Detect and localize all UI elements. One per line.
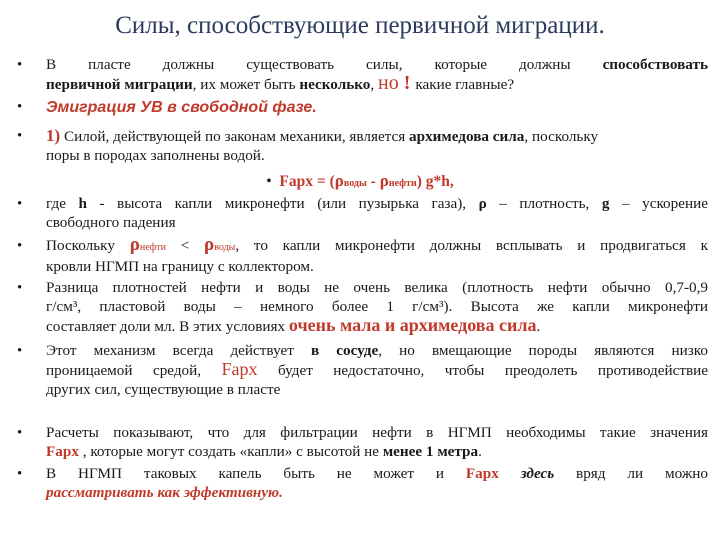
text-line: поры в породах заполнены водой. [46,147,265,164]
formula: Fарх = (ρводы - ρнефти) g*h, [279,171,454,190]
bullet-conclusion: В НГМП таковых капель быть не может и Fарх здесь вряд ли можно рассматривать как эффективную. [46,465,709,501]
bullet-marker: • [17,280,23,296]
text-line: кровли НГМП на границу с коллектором. [46,258,314,275]
bullet-marker: • [17,99,23,115]
text-accent: но [378,72,399,94]
bullet-marker: • [17,466,23,482]
text-emphasis: несколько [299,76,371,93]
exclamation-accent: ! [398,72,416,94]
text-fragment: , [370,76,378,93]
text-fragment: , поскольку [524,128,599,145]
bullet-marker: • [17,57,23,73]
slide-title: Силы, способствующие первичной миграции. [115,12,605,39]
text-line: г/cм³, пластовой воды – немного более 1 г/см³). Высота же капли микронефти [46,298,708,315]
text-emphasis: первичной миграции [46,76,193,93]
text-fragment: какие главные? [415,76,515,93]
text-fragment: , их может быть [192,76,300,93]
formula-line [0,171,720,191]
bullet-marker: • [266,173,272,190]
item-number: 1) [46,126,61,145]
text-line: Разница плотностей нефти и воды не очень велика (плотность нефти обычно 0,7-0,9 [46,279,708,296]
text-line: свободного падения [46,214,176,231]
bullet-definitions: где h - высота капли микронефти (или пузырька газа), ρ – плотность, g – ускорение свободного падения [46,195,708,231]
bullet-mechanism: Этот механизм всегда действует в сосуде, но вмещающие породы являются низко проницаемой средой, Fарх будет недостаточно, чтобы преодолеть противодействие других сил, существующие в пласте [46,342,708,398]
text-line: рассматривать как эффективную. [46,484,283,501]
bullet-marker: • [17,196,23,212]
text-emphasis: архимедова сила [409,128,525,145]
bullet-density-difference: Разница плотностей нефти и воды не очень велика (плотность нефти обычно 0,7-0,9 г/cм³, пластовой воды – немного более 1 г/см³). Высота же капли микронефти составляет доли мл. В этих условиях очень мала и архимедова сила. [46,279,708,335]
bullet-marker: • [17,343,23,359]
text-line: Расчеты показывают, что для фильтрации нефти в НГМП необходимы такие значения [46,424,708,441]
bullet-calculations: Расчеты показывают, что для фильтрации нефти в НГМП необходимы такие значения Fарх , которые могут создать «капли» с высотой не менее 1 метра. [46,424,708,460]
bullet-marker: • [17,238,23,254]
text-emphasis: способствовать [602,56,708,73]
bullet-forces-question [46,55,708,94]
text-line: других сил, существующие в пласте [46,381,281,398]
text-fragment: Силой, действующей по законам механики, является [60,128,410,145]
bullet-marker: • [17,128,23,144]
bullet-archimedes-force [46,126,708,165]
text-fragment: В пласте должны существовать силы, которые должны [46,56,603,73]
bullet-marker: • [17,425,23,441]
bullet-free-phase-emigration: Эмиграция УВ в свободной фазе. [46,99,317,116]
bullet-density-comparison: Поскольку ρнефти < ρводы, то капли микронефти должны всплывать и продвигаться к кровли НГМП на границу с коллектором. [46,234,708,275]
